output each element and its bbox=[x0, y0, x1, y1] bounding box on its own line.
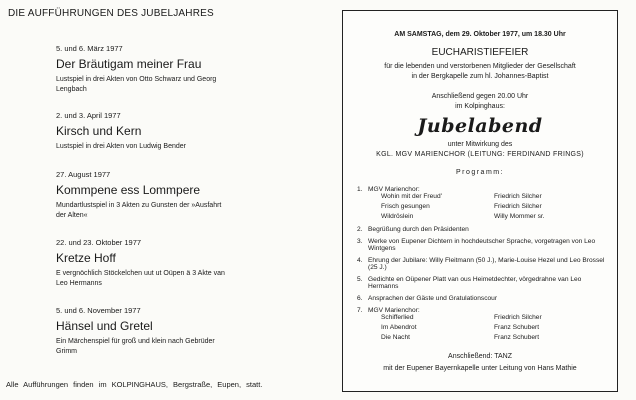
entry-description: Lustspiel in drei Akten von Otto Schwarz und Georg Lengbach bbox=[56, 76, 217, 93]
program-text: Begrüßung durch den Präsidenten bbox=[368, 226, 469, 233]
song-composer: Willy Mommer sr. bbox=[494, 213, 545, 220]
participation-note: unter Mitwirkung des bbox=[447, 141, 513, 148]
entry-description: E vergnöchlich Stöckelchen uut ut Oüpen ä 3 Akte van Leo Hermanns bbox=[56, 270, 225, 287]
dance-note: Anschließend: TANZ bbox=[448, 353, 512, 360]
program-item bbox=[357, 295, 609, 302]
performance-entry bbox=[56, 111, 306, 152]
program-text: Gedichte en Oüpener Platt van ous Heimetdechter, vörgedrahne van Leo Hermanns bbox=[368, 276, 582, 290]
song-composer: Friedrich Silcher bbox=[494, 193, 542, 200]
event-title: EUCHARISTIEFEIER bbox=[431, 47, 529, 58]
program-number: 1. bbox=[357, 186, 363, 193]
event-description-line1: für die lebenden und verstorbenen Mitglieder der Gesellschaft bbox=[384, 63, 576, 70]
performance-entry bbox=[56, 170, 306, 220]
program-item bbox=[357, 307, 609, 344]
song-title: Wildröslein bbox=[381, 213, 414, 220]
venue-footer: Alle Aufführungen finden im KOLPINGHAUS, Bergstraße, Eupen, statt. bbox=[6, 380, 263, 389]
song-row bbox=[357, 193, 609, 203]
entry-date: 5. und 6. März 1977 bbox=[56, 44, 123, 53]
song-row bbox=[357, 213, 609, 223]
song-row bbox=[357, 314, 609, 324]
program-number: 7. bbox=[357, 307, 363, 314]
entry-description: Mundartlustspiel in 3 Akten zu Gunsten der »Ausfahrt der Alten« bbox=[56, 202, 222, 219]
song-composer: Friedrich Silcher bbox=[494, 203, 542, 210]
entry-date: 27. August 1977 bbox=[56, 170, 111, 179]
dance-description: mit der Eupener Bayernkapelle unter Leitung von Hans Mathie bbox=[383, 365, 577, 372]
entry-title: Kommpene ess Lommpere bbox=[56, 183, 201, 197]
program-item bbox=[357, 226, 609, 233]
program-item bbox=[357, 257, 609, 271]
page-heading: DIE AUFFÜHRUNGEN DES JUBELJAHRES bbox=[8, 8, 214, 19]
entry-description: Lustspiel in drei Akten von Ludwig Bender bbox=[56, 143, 186, 150]
choir-name: KGL. MGV MARIENCHOR (LEITUNG: FERDINAND FRINGS) bbox=[376, 151, 584, 158]
song-title: Im Abendrot bbox=[381, 324, 417, 331]
entry-title: Der Bräutigam meiner Frau bbox=[56, 57, 202, 71]
event-date: AM SAMSTAG, dem 29. Oktober 1977, um 18.30 Uhr bbox=[394, 31, 566, 38]
program-text: MGV Marienchor: bbox=[368, 307, 420, 314]
entry-title: Kretze Hoff bbox=[56, 251, 116, 265]
performance-entry bbox=[56, 306, 306, 356]
program-number: 6. bbox=[357, 295, 363, 302]
program-text: Ansprachen der Gäste und Gratulationscour bbox=[368, 295, 498, 302]
program-text: MGV Marienchor: bbox=[368, 186, 420, 193]
program-item bbox=[357, 186, 609, 223]
program-item bbox=[357, 238, 609, 252]
song-row bbox=[357, 324, 609, 334]
jubelabend-title: Jubelabend bbox=[417, 115, 543, 137]
song-title: Wohin mit der Freud' bbox=[381, 193, 442, 200]
song-composer: Franz Schubert bbox=[494, 324, 540, 331]
song-composer: Friedrich Silcher bbox=[494, 314, 542, 321]
performance-entry bbox=[56, 44, 306, 94]
song-title: Schifferlied bbox=[381, 314, 414, 321]
program-number: 2. bbox=[357, 226, 363, 233]
follow-up-time: Anschließend gegen 20.00 Uhr bbox=[431, 93, 529, 100]
song-row bbox=[357, 334, 609, 344]
entry-date: 22. und 23. Oktober 1977 bbox=[56, 238, 142, 247]
program-number: 5. bbox=[357, 276, 363, 283]
program-number: 3. bbox=[357, 238, 363, 245]
program-number: 4. bbox=[357, 257, 363, 264]
song-title: Die Nacht bbox=[381, 334, 410, 341]
song-row bbox=[357, 203, 609, 213]
program-list bbox=[357, 186, 609, 344]
follow-up-venue: im Kolpinghaus: bbox=[455, 103, 505, 110]
program-text: Ehrung der Jubilare: Willy Fleitmann (50 J.), Marie-Louise Hezel und Leo Brossel (25 J.) bbox=[368, 257, 605, 271]
entry-date: 2. und 3. April 1977 bbox=[56, 111, 121, 120]
program-text: Werke von Eupener Dichtern in hochdeutscher Sprache, vorgetragen von Leo Wintgens bbox=[368, 238, 596, 252]
program-item bbox=[357, 276, 609, 290]
entry-description: Ein Märchenspiel für groß und klein nach Gebrüder Grimm bbox=[56, 338, 215, 355]
program-panel bbox=[342, 10, 618, 392]
entry-title: Kirsch und Kern bbox=[56, 124, 142, 138]
program-label: Programm: bbox=[455, 169, 505, 176]
performance-entry bbox=[56, 238, 306, 288]
event-description-line2: in der Bergkapelle zum hl. Johannes-Baptist bbox=[411, 73, 549, 80]
entry-date: 5. und 6. November 1977 bbox=[56, 306, 141, 315]
song-composer: Franz Schubert bbox=[494, 334, 540, 341]
entry-title: Hänsel und Gretel bbox=[56, 319, 153, 333]
song-title: Frisch gesungen bbox=[381, 203, 430, 210]
